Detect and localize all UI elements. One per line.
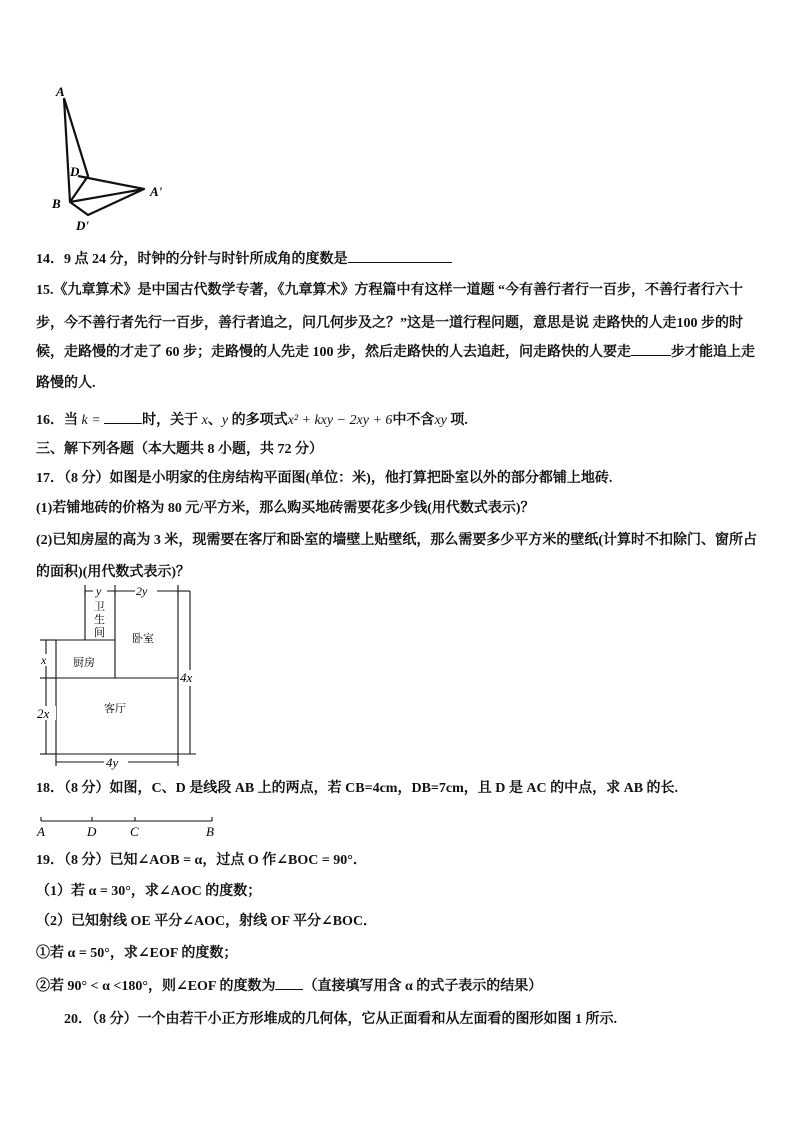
q19-line-2: （1）若 α = 30°，求∠AOC 的度数； (36, 884, 262, 899)
dim-top-2y: 2y (136, 584, 148, 598)
label-d: D (70, 164, 80, 179)
room-bath-char-1: 卫 (94, 601, 105, 613)
q16-suffix: 项. (450, 413, 468, 428)
q19-line-5a: ②若 90° < α <180°，则∠EOF 的度数为 (36, 979, 276, 994)
q16-sep: 、 (207, 413, 222, 428)
q19-line-3: （2）已知射线 OE 平分∠AOC，射线 OF 平分∠BOC． (36, 914, 378, 929)
q16-mid2: 的多项式 (231, 413, 288, 428)
q18-text: 18．（8 分）如图，C、D 是线段 AB 上的两点，若 CB=4cm，DB=7cm，且 D 是 AC 的中点，求 AB 的长. (36, 781, 679, 796)
q19-line-4: ①若 α = 50°，求∠EOF 的度数； (36, 946, 238, 961)
room-kitchen: 厨房 (73, 657, 95, 669)
q16-prefix: 16．当 (36, 413, 78, 428)
label-d-prime: D' (76, 218, 89, 233)
segment-figure (36, 811, 226, 841)
q17-line-2: (1)若铺地砖的价格为 80 元/平方米，那么购买地砖需要花多少钱(用代数式表示)？ (36, 501, 535, 516)
dim-left-x: x (41, 653, 47, 667)
q16-k: k = (81, 413, 101, 428)
q16-polynomial: x² + kxy − 2xy + 6 (287, 413, 393, 428)
q16-x: x (201, 413, 208, 428)
q15-line-2: 步，今不善行者先行一百步，善行者追之，问几何步及之？”这是一道行程问题，意思是说 走路快的人走100 步的时 (36, 316, 743, 331)
dim-right-4x: 4x (180, 670, 193, 685)
question-14 (36, 248, 452, 270)
room-bath-char-3: 间 (94, 627, 105, 639)
label-a-prime: A' (150, 184, 163, 199)
q16-xy: xy (434, 413, 447, 428)
point-b: B (206, 824, 214, 839)
q14-answer-blank[interactable] (348, 248, 452, 263)
q16-answer-blank[interactable] (104, 409, 142, 424)
q16-mid: 时，关于 (142, 413, 199, 428)
q19-line-5 (36, 975, 542, 997)
q15-line-3 (36, 341, 755, 363)
room-bath-char-2: 生 (94, 614, 105, 626)
q17-line-1: 17．（8 分）如图是小明家的住房结构平面图(单位：米)，他打算把卧室以外的部分都铺上地砖. (36, 471, 613, 486)
q15-line-3a: 候，走路慢的才走了 60 步；走路慢的人先走 100 步，然后走路快的人去追赶，问走路快的人要走 (36, 345, 631, 360)
q16-mid3: 中不含 (392, 413, 435, 428)
dim-bottom-4y: 4y (106, 755, 119, 770)
point-a: A (37, 824, 45, 839)
point-d: D (87, 824, 97, 839)
q17-line-3: (2)已知房屋的高为 3 米，现需要在客厅和卧室的墙壁上贴壁纸，那么需要多少平方米的壁纸(计算时不扣除门、窗所占 (36, 533, 757, 548)
triangle-figure (48, 80, 178, 235)
dim-left-2x: 2x (37, 706, 50, 721)
label-b: B (52, 196, 61, 211)
floor-plan-figure (30, 584, 210, 774)
section-3-heading: 三、解下列各题（本大题共 8 小题，共 72 分） (36, 442, 323, 457)
room-bedroom: 卧室 (132, 633, 154, 645)
dim-top-y: y (96, 584, 102, 598)
q19-line-1: 19．（8 分）已知∠AOB = α，过点 O 作∠BOC = 90°． (36, 853, 367, 868)
q15-answer-blank[interactable] (631, 341, 671, 356)
label-a: A (56, 84, 65, 99)
q19-line-5b: （直接填写用含 α 的式子表示的结果） (303, 979, 543, 994)
q16-y: y (221, 413, 229, 428)
q14-text: 14．9 点 24 分，时钟的分针与时针所成角的度数是 (36, 252, 348, 267)
q17-line-4: 的面积)(用代数式表示)？ (36, 565, 190, 580)
q15-line-1: 15.《九章算术》是中国古代数学专著，《九章算术》方程篇中有这样一道题 “今有善行者行一百步，不善行者行六十 (36, 283, 743, 298)
room-living: 客厅 (104, 703, 126, 715)
q15-line-4: 路慢的人. (36, 376, 96, 391)
q15-line-3b: 步才能追上走 (671, 345, 755, 360)
q19-answer-blank[interactable] (275, 975, 303, 990)
point-c: C (130, 824, 139, 839)
q20-text: 20．（8 分）一个由若干小正方形堆成的几何体，它从正面看和从左面看的图形如图 1 所示. (64, 1012, 617, 1027)
question-16 (36, 409, 468, 431)
